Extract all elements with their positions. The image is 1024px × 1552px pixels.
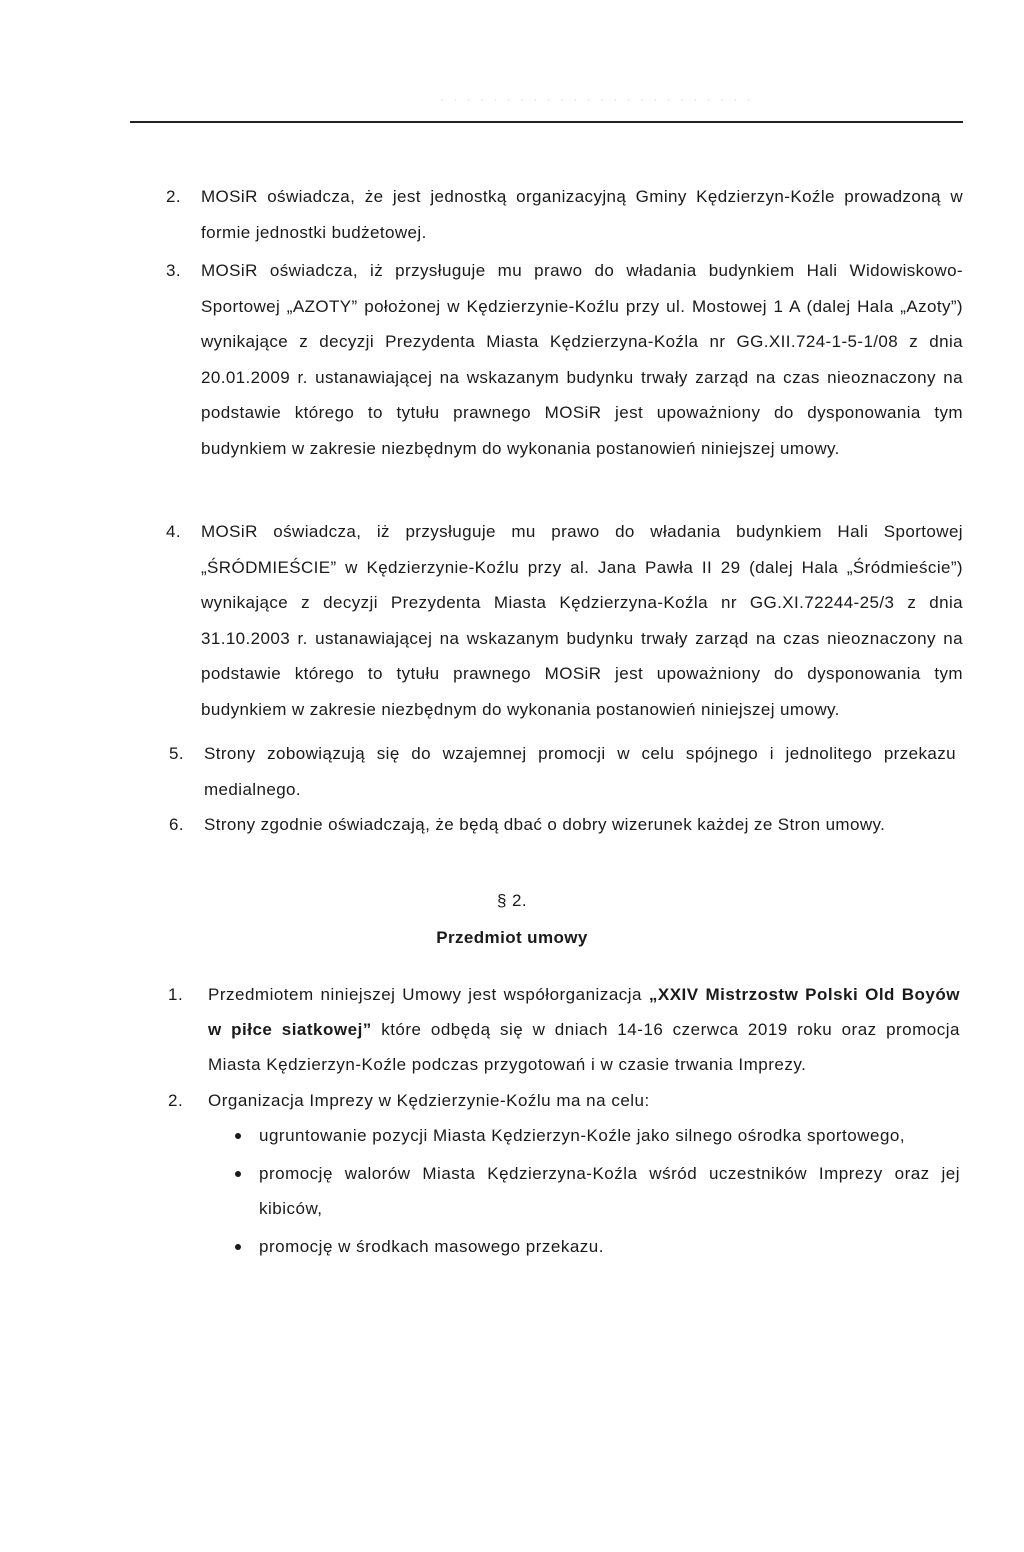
bullet-item <box>235 1229 960 1264</box>
list-item-number: 3. <box>166 261 181 280</box>
list-item-number: 6. <box>169 815 184 834</box>
faded-header-text: · · · · · · · · · · · · · · · · · · · · · · · · <box>440 92 754 106</box>
list-item-6 <box>169 807 964 843</box>
section2-item-2 <box>168 1083 960 1118</box>
header-rule <box>130 121 963 123</box>
section-title: Przedmiot umowy <box>436 928 588 947</box>
text-after: które odbędą się w dniach 14-16 czerwca 2019 roku oraz promocja Miasta Kędzierzyn-Koźle podczas przygotowań i w czasie trwania Imprezy. <box>208 1020 960 1074</box>
text-before: Przedmiotem niniejszej Umowy jest współorganizacja <box>208 985 649 1004</box>
list-item-text: Organizacja Imprezy w Kędzierzynie-Koźlu ma na celu: <box>208 1091 650 1110</box>
list-item-number: 4. <box>166 522 181 541</box>
bullet-text: ugruntowanie pozycji Miasta Kędzierzyn-Koźle jako silnego ośrodka sportowego, <box>259 1126 906 1145</box>
list-item-text: MOSiR oświadcza, iż przysługuje mu prawo do władania budynkiem Hali Widowiskowo-Sportowej „AZOTY” położonej w Kędzierzynie-Koźlu przy ul. Mostowej 1 A (dalej Hala „Azoty”) wynikające z decyzji Prezydenta Miasta Kędzierzyna-Koźla nr GG.XII.724-1-5-1/08 z dnia 20.01.2009 r. ustanawiającej na wskazanym budynku trwały zarząd na czas nieoznaczony na podstawie którego to tytułu prawnego MOSiR jest upoważniony do dysponowania tym budynkiem w zakresie niezbędnym do wykonania postanowień niniejszej umowy. <box>201 261 963 458</box>
list-item-text <box>208 977 960 1082</box>
bullet-dot-icon <box>235 1244 241 1250</box>
list-item-5 <box>169 736 956 807</box>
list-item-number: 2. <box>166 187 181 206</box>
bullet-dot-icon <box>235 1171 241 1177</box>
section2-item-1 <box>168 977 960 1082</box>
list-item-text: MOSiR oświadcza, iż przysługuje mu prawo do władania budynkiem Hali Sportowej „ŚRÓDMIEŚCIE” w Kędzierzynie-Koźlu przy al. Jana Pawła II 29 (dalej Hala „Śródmieście”) wynikające z decyzji Prezydenta Miasta Kędzierzyna-Koźla nr GG.XI.72244-25/3 z dnia 31.10.2003 r. ustanawiającej na wskazanym budynku trwały zarząd na czas nieoznaczony na podstawie którego to tytułu prawnego MOSiR jest upoważniony do dysponowania tym budynkiem w zakresie niezbędnym do wykonania postanowień niniejszej umowy. <box>201 522 963 719</box>
bullet-dot-icon <box>235 1133 241 1139</box>
list-item-3 <box>166 253 963 467</box>
bullet-list <box>235 1118 960 1267</box>
bullet-item <box>235 1118 960 1153</box>
list-item-text: MOSiR oświadcza, że jest jednostką organizacyjną Gminy Kędzierzyn-Koźle prowadzoną w formie jednostki budżetowej. <box>201 187 963 242</box>
event-name-bold: „XXIV Mistrzostw Polski Old Boyów w piłce siatkowej” <box>208 985 960 1039</box>
list-item-text: Strony zgodnie oświadczają, że będą dbać o dobry wizerunek każdej ze Stron umowy. <box>204 815 886 834</box>
bullet-text: promocję walorów Miasta Kędzierzyna-Koźla wśród uczestników Imprezy oraz jej kibiców, <box>259 1164 960 1218</box>
list-item-2 <box>166 179 963 250</box>
paragraph-mark: § 2. <box>497 891 527 910</box>
list-item-number: 1. <box>168 985 184 1004</box>
list-item-number: 5. <box>169 744 184 763</box>
list-item-text: Strony zobowiązują się do wzajemnej promocji w celu spójnego i jednolitego przekazu medialnego. <box>204 744 956 799</box>
bullet-text: promocję w środkach masowego przekazu. <box>259 1237 604 1256</box>
list-item-number: 2. <box>168 1091 184 1110</box>
list-item-4 <box>166 514 963 728</box>
bullet-item <box>235 1156 960 1226</box>
